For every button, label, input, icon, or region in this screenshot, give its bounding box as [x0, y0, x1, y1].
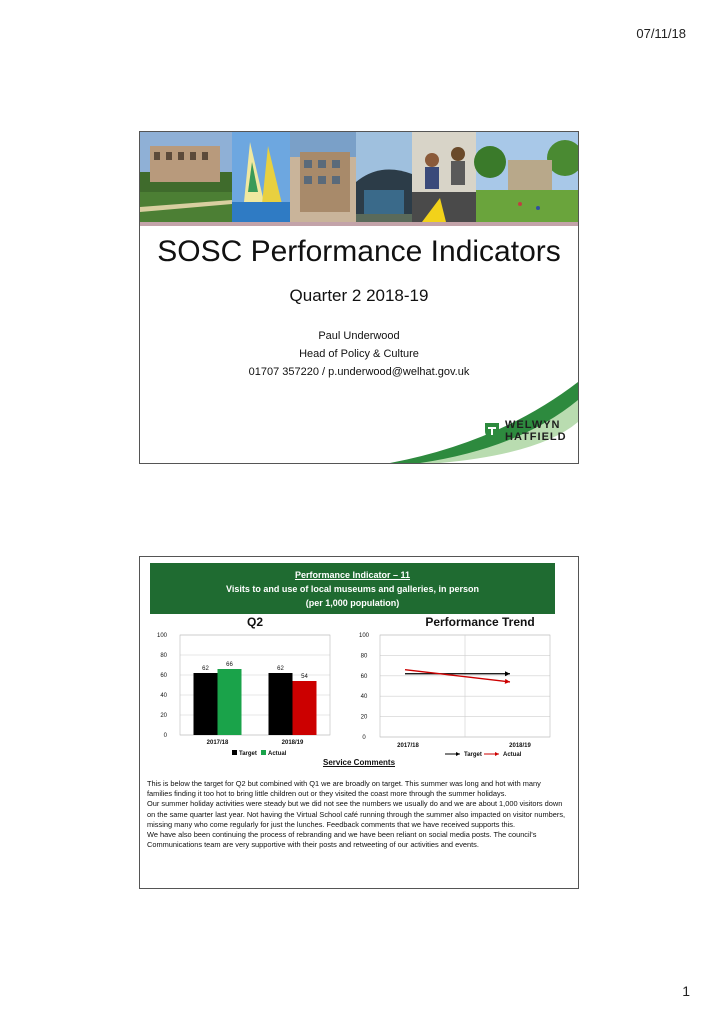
- data-label: 62: [277, 666, 284, 672]
- bar-target: [194, 673, 218, 735]
- comment-paragraph: This is below the target for Q2 but combined with Q1 we are broadly on target. This summer was long and hot with many families finding it too hot to bring little children out or they visited the coast more through the summer holidays.: [147, 779, 541, 799]
- slide-subtitle: Quarter 2 2018-19: [289, 286, 429, 305]
- logo-line-hatfield: HATFIELD: [505, 431, 567, 443]
- service-comments-title: Service Comments: [322, 758, 396, 767]
- x-tick-label: 2017/18: [397, 743, 419, 749]
- y-tick-label: 60: [360, 673, 368, 680]
- title-slide: [139, 131, 579, 464]
- presenter-contact: 01707 357220 / p.underwood@welhat.gov.uk: [248, 366, 470, 378]
- welwyn-hatfield-logo: [484, 419, 567, 443]
- chart-title: Performance Trend: [425, 615, 535, 629]
- bar-target: [269, 673, 293, 735]
- y-tick-label: 60: [160, 673, 167, 679]
- bar-actual: [218, 669, 242, 735]
- data-label: 62: [202, 666, 209, 672]
- comment-paragraph: Our summer holiday activities were steady but we did not see the numbers we usually do and we are about 1,000 visitors down on the same quarter last year. Not having the Virtual School café running through the summer also impacted on visitor numbers, missing many who come regularly for just the lunches. Feedback comments that we have received supports this.: [147, 799, 566, 829]
- banner-photos: [140, 132, 578, 222]
- chart-title: Q2: [246, 615, 264, 629]
- y-tick-label: 80: [360, 653, 368, 660]
- x-tick-label: 2018/19: [509, 743, 531, 749]
- indicator-header: [150, 563, 555, 614]
- legend-label-actual: Actual: [268, 751, 287, 757]
- legend-label-target: Target: [239, 751, 257, 757]
- photo-banner: [140, 132, 578, 222]
- legend-label-actual: Actual: [503, 752, 522, 758]
- indicator-description: Visits to and use of local museums and galleries, in person: [226, 584, 479, 594]
- legend-swatch-actual: [261, 750, 266, 755]
- indicator-unit: (per 1,000 population): [305, 598, 400, 608]
- y-tick-label: 40: [160, 693, 167, 699]
- q2-bar-chart: [140, 615, 340, 760]
- shield-logo-icon: [484, 422, 500, 440]
- y-tick-label: 80: [160, 653, 167, 659]
- contact-block: [140, 327, 578, 381]
- data-label: 54: [301, 674, 308, 680]
- data-label: 66: [226, 662, 233, 668]
- legend-arrow-actual: [495, 752, 499, 756]
- divider-line: [140, 222, 578, 226]
- x-tick-label: 2018/19: [281, 740, 304, 746]
- y-tick-label: 100: [156, 633, 167, 639]
- slide-title: SOSC Performance Indicators: [157, 235, 561, 268]
- y-tick-label: 0: [163, 733, 167, 739]
- indicator-slide: [139, 556, 579, 889]
- trend-line-chart: [350, 615, 565, 760]
- y-tick-label: 100: [358, 633, 370, 639]
- logo-line-welwyn: WELWYN: [505, 419, 561, 431]
- header-date: 07/11/18: [636, 26, 686, 41]
- page-number: 1: [682, 983, 690, 999]
- y-tick-label: 40: [360, 694, 368, 701]
- indicator-title: Performance Indicator – 11: [294, 570, 411, 580]
- comment-paragraph: We have also been continuing the process of rebranding and we have been reliant on social media posts. The council's Communications team are very supportive with their posts and retweeting of our activities and events.: [147, 830, 537, 850]
- presenter-name: Paul Underwood: [318, 330, 400, 342]
- presenter-role: Head of Policy & Culture: [299, 348, 419, 360]
- y-tick-label: 20: [360, 714, 368, 721]
- bar-actual: [293, 681, 317, 735]
- y-tick-label: 0: [362, 735, 366, 741]
- legend-swatch-target: [232, 750, 237, 755]
- x-tick-label: 2017/18: [206, 740, 229, 746]
- y-tick-label: 20: [160, 713, 167, 719]
- legend-arrow-target: [456, 752, 460, 756]
- service-comments: [147, 779, 567, 850]
- legend-label-target: Target: [464, 752, 482, 758]
